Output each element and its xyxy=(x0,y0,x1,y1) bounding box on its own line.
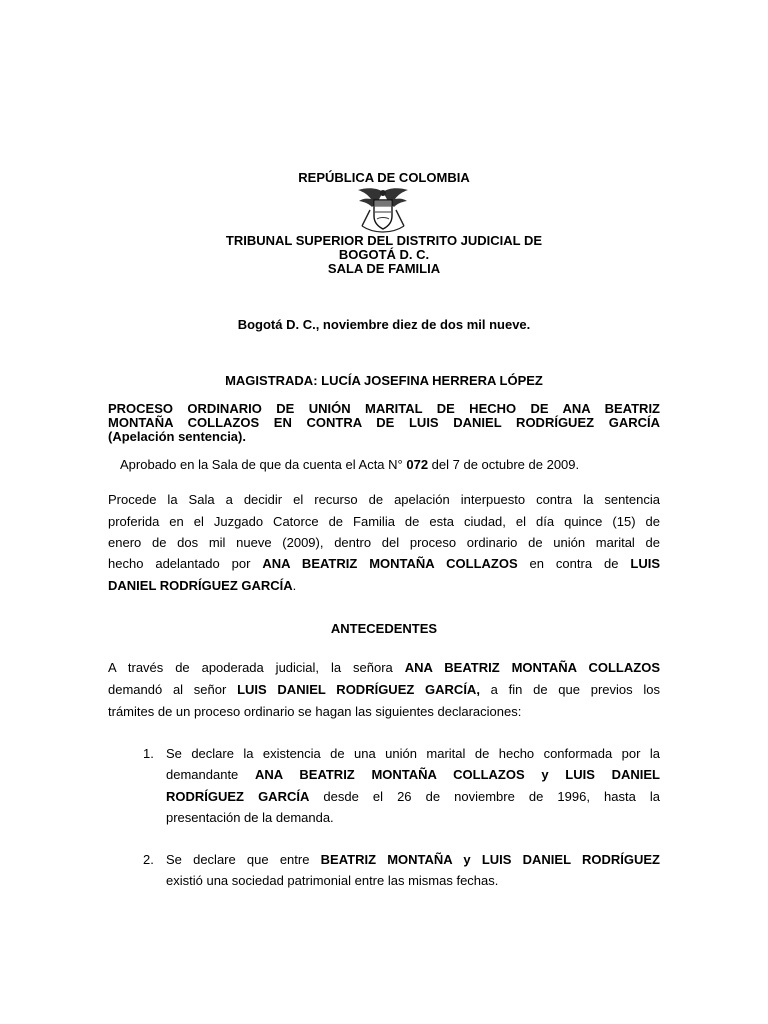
list-item-2-line2: existió una sociedad patrimonial entre las mismas fechas. xyxy=(166,873,499,888)
list-item-2-line1-pre: Se declare que entre xyxy=(166,852,321,867)
intro-period: . xyxy=(292,578,297,593)
plaintiff-name: ANA BEATRIZ MONTAÑA COLLAZOS xyxy=(262,556,518,571)
list-item-1-number: 1. xyxy=(143,746,154,761)
list-item-2-parties: BEATRIZ MONTAÑA y LUIS DANIEL RODRÍGUEZ xyxy=(320,852,660,867)
magistrate-line: MAGISTRADA: LUCÍA JOSEFINA HERRERA LÓPEZ xyxy=(225,373,543,388)
intro-line4 xyxy=(108,556,660,571)
approval-line xyxy=(120,457,680,472)
intro-line1: Procede la Sala a decidir el recurso de apelación interpuesto contra la sentencia xyxy=(108,492,660,507)
acta-number: 072 xyxy=(406,457,429,472)
list-item-1-line3-post: desde el 26 de noviembre de 1996, hasta la xyxy=(309,789,660,804)
defendant-name-part2: DANIEL RODRÍGUEZ GARCÍA xyxy=(108,578,293,593)
antecedentes-line2-post: a fin de que previos los xyxy=(479,682,660,697)
court-name-line1: TRIBUNAL SUPERIOR DEL DISTRITO JUDICIAL DE xyxy=(225,233,543,248)
coat-of-arms-seal xyxy=(352,186,414,234)
process-title-line1: PROCESO ORDINARIO DE UNIÓN MARITAL DE HECHO DE ANA BEATRIZ xyxy=(108,401,660,416)
antecedentes-line3: trámites de un proceso ordinario se hagan las siguientes declaraciones: xyxy=(108,704,522,719)
court-name-line3: SALA DE FAMILIA xyxy=(327,261,441,276)
antecedentes-line2 xyxy=(108,682,660,697)
intro-line4-mid: en contra de xyxy=(517,556,631,571)
list-item-1-defendant: RODRÍGUEZ GARCÍA xyxy=(166,789,310,804)
list-item-2-line1 xyxy=(166,852,660,867)
list-item-1-line2-pre: demandante xyxy=(166,767,255,782)
intro-line4-pre: hecho adelantado por xyxy=(108,556,263,571)
antecedentes-defendant: LUIS DANIEL RODRÍGUEZ GARCÍA, xyxy=(237,682,480,697)
list-item-2-number: 2. xyxy=(143,852,154,867)
list-item-1-line1: Se declare la existencia de una unión marital de hecho conformada por la xyxy=(166,746,660,761)
approval-text-pre: Aprobado en la Sala de que da cuenta el Acta N° xyxy=(120,457,407,472)
process-title-line2: MONTAÑA COLLAZOS EN CONTRA DE LUIS DANIEL RODRÍGUEZ GARCÍA xyxy=(108,415,660,430)
antecedentes-line1 xyxy=(108,660,660,675)
court-name-line2: BOGOTÁ D. C. xyxy=(338,247,430,262)
defendant-name-part1: LUIS xyxy=(630,556,660,571)
antecedentes-plaintiff: ANA BEATRIZ MONTAÑA COLLAZOS xyxy=(404,660,660,675)
process-title-line3: (Apelación sentencia). xyxy=(108,429,246,444)
list-item-1-line3 xyxy=(166,789,660,804)
approval-text-post: del 7 de octubre de 2009. xyxy=(428,457,580,472)
list-item-1-line2 xyxy=(166,767,660,782)
intro-line3: enero de dos mil nueve (2009), dentro del proceso ordinario de unión marital de xyxy=(108,535,660,550)
antecedentes-line1-pre: A través de apoderada judicial, la señora xyxy=(108,660,405,675)
date-line: Bogotá D. C., noviembre diez de dos mil nueve. xyxy=(237,317,531,332)
antecedentes-heading: ANTECEDENTES xyxy=(330,621,438,636)
list-item-1-line4: presentación de la demanda. xyxy=(166,810,334,825)
intro-line2: proferida en el Juzgado Catorce de Familia de esta ciudad, el día quince (15) de xyxy=(108,514,660,529)
list-item-1-parties: ANA BEATRIZ MONTAÑA COLLAZOS y LUIS DANIEL xyxy=(255,767,660,782)
antecedentes-line2-pre: demandó al señor xyxy=(108,682,238,697)
country-heading: REPÚBLICA DE COLOMBIA xyxy=(298,170,470,185)
intro-line5 xyxy=(108,578,660,593)
